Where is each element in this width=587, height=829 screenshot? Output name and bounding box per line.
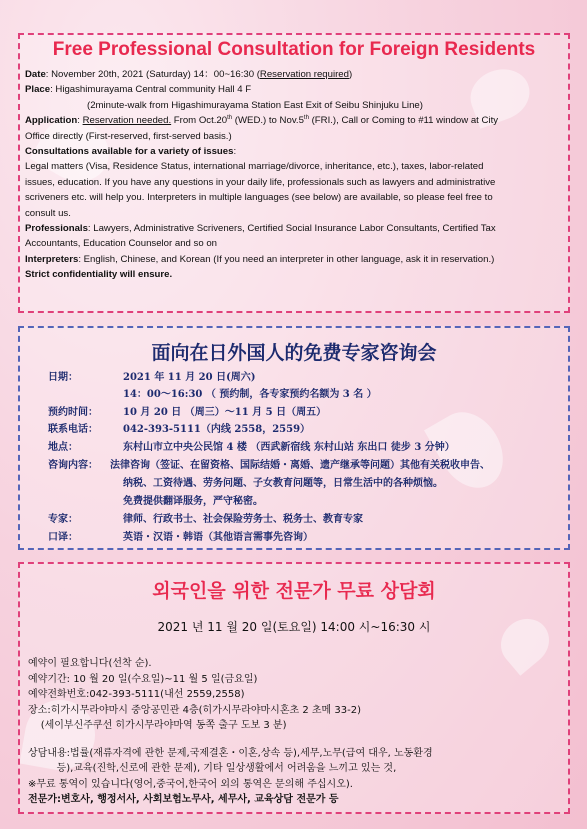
kr-spacer [28, 734, 433, 746]
cn-value: 14：00～16:30 （ 预约制，各专家预约名额为 3 名 ） [123, 389, 377, 400]
cn-label: 地点： [48, 442, 78, 453]
sup: th [303, 115, 309, 122]
date-label: Date [25, 69, 46, 80]
kr-line: 전문가:변호사, 행정서사, 사회보험노무사, 세무사, 교육상담 전문가 등 [28, 794, 339, 805]
cn-value: 律师、行政书士、社会保险劳务士、税务士、教育专家 [123, 514, 363, 525]
cn-label: 预约时间： [48, 407, 98, 418]
korean-date: 2021 년 11 월 20 일(토요일) 14:00 시~16:30 시 [157, 620, 431, 634]
english-body: Date: November 20th, 2021 (Saturday) 14：00~16:30 (Reservation required) Place: Higashimurayama Central community Hall 4 F (2minute-walk from Higashimurayama Station East Exit of Seibu Shinjuku Line) Application: Reservation needed. From Oct.20th (WED.) to Nov.5th (FRI.), Call or Coming to #11 window at City Office directly (First-reserved, first-served basis.) Consultations available for a variety of issues: Legal matters (Visa, Residence Status, international marriage/divorce, inheritance, etc.), taxes, labor-related issues, education. If you have any questions in your daily life, professionals such as lawyers and administrative scriveners etc. will help you. Interpreters in multiple languages (see below) are available, so please feel free to consult us. Professionals: Lawyers, Administrative Scriveners, Certified Social Insurance Labor Consultants, Certified Tax Accountants, Education Counselor and so on Interpreters: English, Chinese, and Korean (If you need an interpreter in other language, ask it in reservation.) Strict confidentiality will ensure. [25, 67, 565, 283]
application-line2: Office directly (First-reserved, first-served basis.) [25, 130, 232, 142]
professionals-label: Professionals [25, 223, 88, 235]
cn-label: 日期： [48, 372, 78, 383]
application-needed: Reservation needed. [82, 115, 172, 127]
cn-value: 042-393-5111（内线 2558，2559） [123, 424, 311, 435]
application-text: From Oct.20 [171, 115, 228, 127]
kr-line: 장소:히가시무라야마시 중앙공민관 4층(히가시무라야마시혼초 2 초메 33-2) [28, 704, 361, 716]
cn-value: 东村山市立中央公民馆 4 楼 （西武新宿线 东村山站 东出口 徒步 3 分钟） [123, 442, 455, 453]
cn-value: 英语・汉语・韩语（其他语言需事先咨询） [123, 532, 313, 543]
consult-line: scriveners etc. will help you. Interpreters in multiple languages (see below) are available, so please feel free to [25, 192, 493, 204]
confidentiality: Strict confidentiality will ensure. [25, 269, 173, 281]
application-label: Application [25, 115, 78, 127]
korean-section [18, 562, 570, 814]
cn-value: 2021 年 11 月 20 日(周六) [123, 372, 256, 383]
cn-value: 法律咨询（签证、在留资格、国际结婚・离婚、遗产继承等问题）其他有关税收申告、 [110, 460, 490, 471]
kr-line: (세이부신주쿠선 히가시무라야마역 동쪽 출구 도보 3 분) [28, 720, 287, 731]
kr-line: 예약이 필요합니다(선착 순). [28, 658, 152, 669]
interpreters-text: : English, Chinese, and Korean (If you need an interpreter in other language, ask it in reservation.) [78, 253, 495, 265]
interpreters-label: Interpreters [25, 253, 79, 265]
professionals-text: : Lawyers, Administrative Scriveners, Certified Social Insurance Labor Consultants, Certified Tax [87, 223, 496, 235]
english-title: Free Professional Consultation for Foreign Residents [52, 39, 536, 60]
sup: th [227, 115, 233, 122]
chinese-title: 面向在日外国人的免费专家咨询会 [151, 342, 437, 364]
consult-line: issues, education. If you have any questions in your daily life, professionals such as lawyers and administrative [25, 176, 496, 188]
kr-line: ※무료 통역이 있습니다(영어,중국어,한국어 외의 통역은 문의해 주십시오). [28, 778, 353, 790]
kr-line: 등),교육(진학,신로에 관한 문제), 기타 일상생활에서 어려움을 느끼고 있는 것, [28, 763, 397, 774]
kr-line: 상담내용:법률(재류자격에 관한 문제,국제결혼・이혼,상속 등),세무,노무(급여 대우, 노동환경 [28, 747, 433, 759]
date-reservation: Reservation required [259, 69, 349, 80]
cn-label: 专家： [48, 514, 78, 525]
professionals-line2: Accountants, Education Counselor and so on [25, 238, 218, 250]
cn-label: 咨询内容： [48, 460, 98, 471]
place-label: Place [25, 84, 51, 96]
application-text: (WED.) to Nov.5 [232, 115, 304, 127]
date-close: ) [348, 69, 353, 80]
cn-label: 口译： [48, 532, 78, 543]
korean-title: 외국인을 위한 전문가 무료 상담회 [152, 580, 436, 602]
consult-line: Legal matters (Visa, Residence Status, international marriage/divorce, inheritance, etc.), taxes, labor-related [25, 161, 484, 173]
english-section [18, 33, 570, 313]
cn-value: 纳税、工资待遇、劳务问题、子女教育问题等，日常生活中的各种烦恼。 [123, 478, 443, 489]
korean-body [28, 656, 433, 808]
application-text: (FRI.), Call or Coming to #11 window at City [308, 115, 499, 127]
cn-label: 联系电话： [48, 424, 98, 435]
place-text: : Higashimurayama Central community Hall 4 F [50, 84, 252, 96]
date-text: : November 20th, 2021 (Saturday) 14：00~16:30 ( [45, 69, 260, 80]
consult-label: Consultations available for a variety of issues [25, 146, 234, 158]
cn-value: 免费提供翻译服务，严守秘密。 [123, 496, 263, 507]
cn-value: 10 月 20 日 （周三）～11 月 5 日（周五） [123, 407, 327, 418]
kr-line: 예약전화번호:042-393-5111(내선 2559,2558) [28, 689, 245, 700]
consult-line: consult us. [25, 207, 71, 219]
place-sub: (2minute-walk from Higashimurayama Station East Exit of Seibu Shinjuku Line) [87, 99, 423, 111]
chinese-section [18, 326, 570, 550]
kr-line: 예약기간: 10 월 20 일(수요일)~11 월 5 일(금요일) [28, 673, 258, 685]
